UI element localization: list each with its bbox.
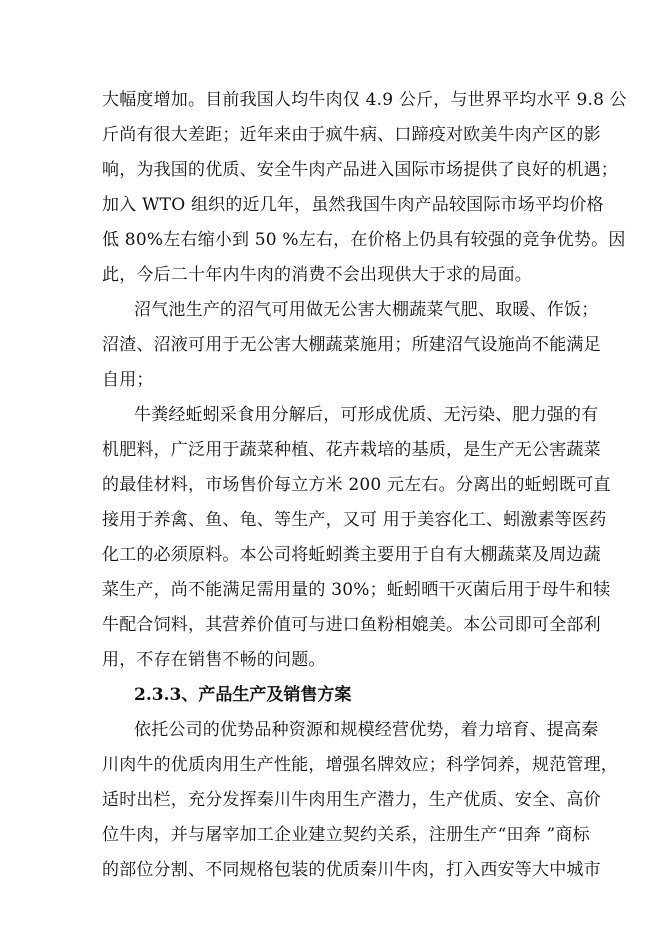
paragraph-line: 位牛肉，并与屠宰加工企业建立契约关系，注册生产“田奔 ”商标 [102,825,590,845]
paragraph-line: 接用于养禽、鱼、龟、等生产，又可 用于美容化工、蚓激素等医药 [102,510,607,530]
paragraph-line: 菜生产，尚不能满足需用量的 30%；蚯蚓晒干灭菌后用于母牛和犊 [102,580,611,600]
paragraph-line: 此，今后二十年内牛肉的消费不会出现供大于求的局面。 [102,265,532,285]
paragraph-line: 斤尚有很大差距；近年来由于疯牛病、口蹄疫对欧美牛肉产区的影 [102,125,601,145]
paragraph-line: 牛粪经蚯蚓采食用分解后，可形成优质、无污染、肥力强的有 [134,405,599,425]
paragraph-line: 牛配合饲料，其营养价值可与进口鱼粉相媲美。本公司即可全部利 [102,615,601,635]
paragraph-line: 的部位分割、不同规格包装的优质秦川牛肉，打入西安等大中城市 [102,860,601,880]
paragraph-line: 适时出栏，充分发挥秦川牛肉用生产潜力，生产优质、安全、高价 [102,790,601,810]
paragraph-line: 大幅度增加。目前我国人均牛肉仅 4.9 公斤，与世界平均水平 9.8 公 [102,90,627,110]
paragraph-line: 低 80%左右缩小到 50 %左右，在价格上仍具有较强的竞争优势。因 [102,230,626,250]
paragraph-line: 加入 WTO 组织的近几年，虽然我国牛肉产品较国际市场平均价格 [102,195,604,215]
paragraph-line: 川肉牛的优质肉用生产性能，增强名牌效应；科学饲养，规范管理， [102,755,618,775]
paragraph-line: 响，为我国的优质、安全牛肉产品进入国际市场提供了良好的机遇； [102,160,618,180]
paragraph-line: 用，不存在销售不畅的问题。 [102,650,326,670]
paragraph-line: 依托公司的优势品种资源和规模经营优势，着力培育、提高秦 [134,720,599,740]
paragraph-line: 的最佳材料，市场售价每立方米 200 元左右。分离出的蚯蚓既可直 [102,475,611,495]
paragraph-line: 机肥料，广泛用于蔬菜种植、花卉栽培的基质，是生产无公害蔬菜 [102,440,601,460]
paragraph-line: 自用； [102,370,154,390]
section-heading: 2.3.3、产品生产及销售方案 [134,685,352,705]
paragraph-line: 沼渣、沼液可用于无公害大棚蔬菜施用；所建沼气设施尚不能满足 [102,335,601,355]
paragraph-line: 沼气池生产的沼气可用做无公害大棚蔬菜气肥、取暖、作饭； [134,300,599,320]
paragraph-line: 化工的必须原料。本公司将蚯蚓粪主要用于自有大棚蔬菜及周边蔬 [102,545,601,565]
